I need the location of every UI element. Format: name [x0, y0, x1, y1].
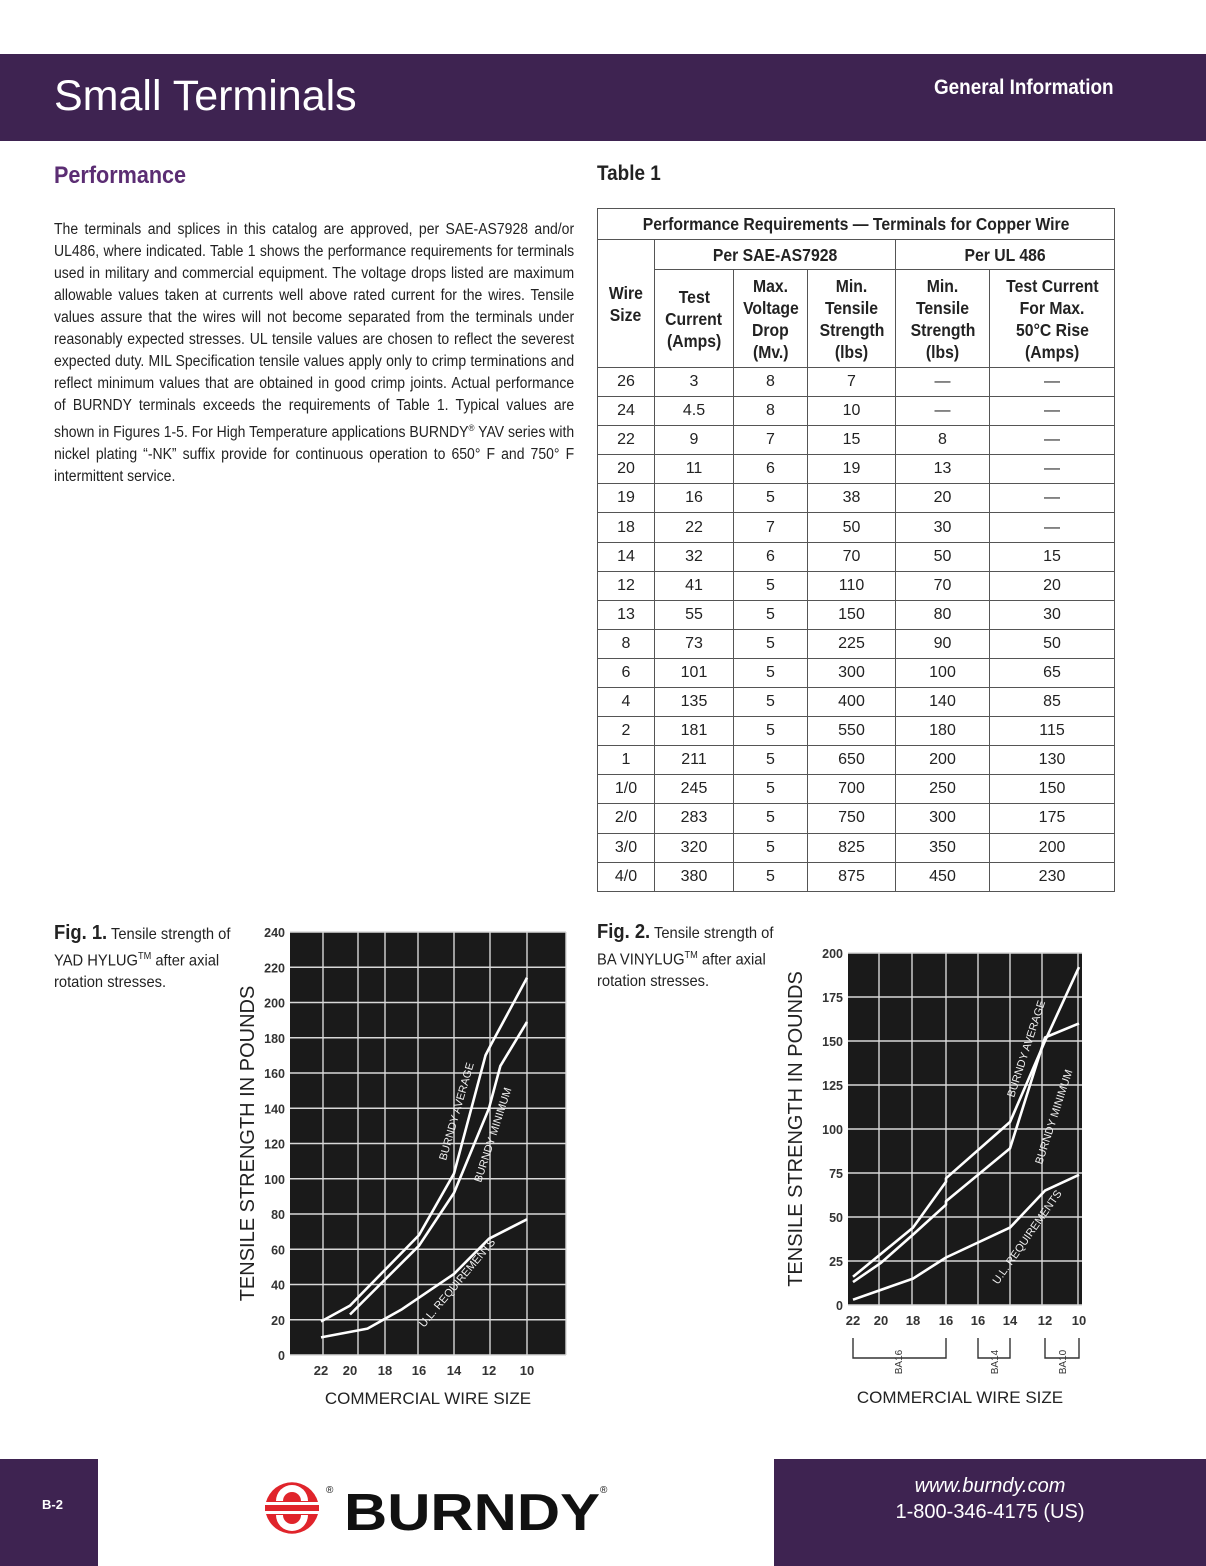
y-tick-label: 120: [264, 1137, 285, 1152]
y-tick-label: 150: [822, 1035, 843, 1049]
table-row: [598, 484, 1115, 513]
table-cell: 80: [896, 600, 990, 629]
table-row: [598, 455, 1115, 484]
fig2-caption-tail: after axial rotation stresses.: [597, 951, 766, 991]
table-cell: 875: [808, 862, 896, 891]
table-cell: 300: [896, 804, 990, 833]
table-cell: 90: [896, 629, 990, 658]
table-row: [598, 368, 1115, 397]
bracket-label: BA16: [894, 1349, 905, 1375]
table-cell: 101: [655, 658, 734, 687]
table-cell: 18: [598, 513, 655, 542]
series-label: BURNDY MINIMUM: [1033, 1068, 1076, 1166]
table-cell: 11: [655, 455, 734, 484]
header-line: Min.: [926, 275, 959, 296]
table-cell: 50: [896, 542, 990, 571]
table-row: [598, 717, 1115, 746]
y-tick-label: 50: [829, 1211, 843, 1225]
table-cell: 65: [990, 658, 1115, 687]
table-cell: 5: [734, 629, 808, 658]
header-line: Voltage: [742, 297, 799, 318]
table-cell: 50: [808, 513, 896, 542]
table-cell: 5: [734, 746, 808, 775]
table-cell: 200: [896, 746, 990, 775]
table-cell: 15: [990, 542, 1115, 571]
phone-number: 1-800-346-4175 (US): [895, 1501, 1085, 1523]
x-tick-label: 16: [970, 1313, 986, 1328]
performance-table: [597, 208, 1115, 892]
table-cell: 200: [990, 833, 1115, 862]
fig1-chart: [228, 918, 578, 1418]
table-cell: 2/0: [598, 804, 655, 833]
col-tensile-sae: [808, 270, 896, 368]
table-cell: 16: [655, 484, 734, 513]
header-line: Strength: [910, 319, 975, 340]
table-cell: 24: [598, 397, 655, 426]
performance-text: [54, 219, 574, 488]
table-cell: 30: [990, 600, 1115, 629]
page-title: Small Terminals: [54, 72, 357, 120]
table-cell: 150: [990, 775, 1115, 804]
table-cell: 30: [896, 513, 990, 542]
col-test-current-ul: [990, 270, 1115, 368]
table-cell: 20: [598, 455, 655, 484]
table-cell: 8: [734, 368, 808, 397]
table-cell: 5: [734, 833, 808, 862]
table-cell: 5: [734, 600, 808, 629]
table-cell: 1: [598, 746, 655, 775]
table-cell: 3: [655, 368, 734, 397]
x-tick-label: 18: [377, 1363, 393, 1378]
table-cell: 400: [808, 688, 896, 717]
footer-left-bar: [0, 1459, 98, 1566]
fig2-caption: [597, 921, 797, 993]
table-cell: 7: [808, 368, 896, 397]
series-label: U.L. REQUIREMENTS: [417, 1236, 499, 1330]
header-line: (lbs): [925, 341, 960, 362]
header-line: Test: [678, 286, 710, 307]
table-cell: 22: [655, 513, 734, 542]
table-cell: 2: [598, 717, 655, 746]
table-cell: 350: [896, 833, 990, 862]
x-tick-label: 10: [519, 1363, 535, 1378]
x-axis-label: COMMERCIAL WIRE SIZE: [856, 1388, 1064, 1407]
burndy-logo[interactable]: [262, 1478, 612, 1538]
group-sae: Per SAE-AS7928: [655, 240, 896, 270]
fig1-caption-text: Tensile strength of YAD HYLUG: [54, 926, 231, 970]
table-row: [598, 629, 1115, 658]
table-row: [598, 688, 1115, 717]
table-cell: 22: [598, 426, 655, 455]
fig1-caption: [54, 922, 254, 994]
table-cell: 8: [598, 629, 655, 658]
table-cell: 115: [990, 717, 1115, 746]
col-voltage-drop: [734, 270, 808, 368]
bracket-label: BA14: [990, 1349, 1001, 1375]
table-row: [598, 775, 1115, 804]
burndy-logo-icon: [265, 1482, 319, 1533]
table-cell: 230: [990, 862, 1115, 891]
series-label: BURNDY MINIMUM: [472, 1086, 515, 1184]
table-cell: 10: [808, 397, 896, 426]
table-cell: 8: [896, 426, 990, 455]
table-cell: 130: [990, 746, 1115, 775]
group-ul: Per UL 486: [896, 240, 1115, 270]
table-cell: 700: [808, 775, 896, 804]
table-cell: 4/0: [598, 862, 655, 891]
x-tick-label: 10: [1071, 1313, 1087, 1328]
table-cell: 5: [734, 658, 808, 687]
table-cell: 26: [598, 368, 655, 397]
header-line: For Max.: [1019, 297, 1085, 318]
table-row: [598, 571, 1115, 600]
y-tick-label: 175: [822, 991, 843, 1005]
x-tick-label: 20: [873, 1313, 889, 1328]
table-cell: 283: [655, 804, 734, 833]
table-cell: 14: [598, 542, 655, 571]
y-tick-label: 0: [278, 1349, 285, 1363]
header-line: Drop: [752, 319, 789, 340]
table-cell: 4: [598, 688, 655, 717]
table-cell: 85: [990, 688, 1115, 717]
logo-registered-mark-2: ®: [600, 1485, 608, 1496]
y-tick-label: 20: [271, 1313, 285, 1328]
y-tick-label: 220: [264, 961, 285, 976]
table-cell: 19: [598, 484, 655, 513]
x-tick-label: 16: [411, 1363, 427, 1378]
table-row: [598, 658, 1115, 687]
y-tick-label: 80: [271, 1208, 285, 1222]
header-line: (Amps): [1024, 341, 1080, 362]
y-axis-label: TENSILE STRENGTH IN POUNDS: [237, 985, 259, 1302]
x-tick-label: 22: [845, 1313, 861, 1328]
x-axis-label: COMMERCIAL WIRE SIZE: [324, 1389, 532, 1408]
table-row: [598, 862, 1115, 891]
table-cell: 450: [896, 862, 990, 891]
table-cell: 38: [808, 484, 896, 513]
y-tick-label: 60: [271, 1243, 285, 1258]
table-cell: 8: [734, 397, 808, 426]
table-cell: 181: [655, 717, 734, 746]
performance-heading: Performance: [54, 162, 187, 189]
table-cell: 15: [808, 426, 896, 455]
table-cell: 110: [808, 571, 896, 600]
section-label: General Information: [934, 76, 1114, 99]
header-line: (Amps): [666, 330, 722, 351]
table-row: [598, 600, 1115, 629]
y-tick-label: 100: [822, 1123, 843, 1137]
table-cell: 73: [655, 629, 734, 658]
table-title: Table 1: [597, 162, 661, 185]
series-label: BURNDY AVERAGE: [1005, 999, 1049, 1099]
y-tick-label: 75: [829, 1167, 843, 1181]
header-line: 50°C Rise: [1015, 319, 1089, 340]
table-cell: 750: [808, 804, 896, 833]
fig2-tm: TM: [684, 950, 698, 961]
table-cell: 6: [598, 658, 655, 687]
header-line: Test Current: [1005, 275, 1099, 296]
table-cell: 211: [655, 746, 734, 775]
table-cell: 6: [734, 455, 808, 484]
header-line: Tensile: [824, 297, 879, 318]
x-tick-label: 16: [938, 1313, 954, 1328]
table-cell: 9: [655, 426, 734, 455]
table-cell: 20: [896, 484, 990, 513]
y-tick-label: 140: [264, 1102, 285, 1117]
y-tick-label: 240: [264, 926, 285, 940]
col-wire-size: [598, 240, 655, 368]
table-cell: 245: [655, 775, 734, 804]
y-tick-label: 180: [264, 1031, 285, 1046]
wire-brackets: [853, 1338, 1079, 1358]
table-cell: 140: [896, 688, 990, 717]
table-cell: 100: [896, 658, 990, 687]
header-line: (lbs): [834, 341, 869, 362]
table-cell: —: [990, 484, 1115, 513]
y-tick-label: 100: [264, 1172, 285, 1187]
table-cell: 50: [990, 629, 1115, 658]
header-line: Tensile: [915, 297, 970, 318]
y-tick-label: 40: [271, 1278, 285, 1293]
website-link[interactable]: www.burndy.com: [914, 1475, 1066, 1497]
table-cell: 70: [808, 542, 896, 571]
series-label: U.L. REQUIREMENTS: [990, 1188, 1065, 1287]
table-cell: 5: [734, 571, 808, 600]
y-tick-label: 125: [822, 1079, 843, 1093]
y-axis-label: TENSILE STRENGTH IN POUNDS: [785, 971, 807, 1287]
table-cell: 550: [808, 717, 896, 746]
table-cell: 180: [896, 717, 990, 746]
table-row: [598, 397, 1115, 426]
x-tick-label: 22: [313, 1363, 329, 1378]
table-cell: 5: [734, 775, 808, 804]
table-row: [598, 426, 1115, 455]
table-cell: 380: [655, 862, 734, 891]
table-cell: 135: [655, 688, 734, 717]
y-tick-label: 200: [264, 996, 285, 1011]
table-cell: 20: [990, 571, 1115, 600]
performance-text-part1: The terminals and splices in this catalog are approved, per SAE-AS7928 and/or UL486, where indicated. Table 1 shows the performance requirements for terminals used in military and commercial equipment. The voltage drops listed are maximum allowable values taken at currents well above rated current for the wires. Tensile values assure that the wires will not become separated from the terminals under reasonably expected stresses. UL tensile values are chosen to reflect the severest expected duty. MIL Specification tensile values apply only to crimp terminations and reflect minimum values that are obtained in good crimp joints. Actual performance of BURNDY terminals exceeds the requirements of Table 1. Typical values are shown in Figures 1-5. For High Temperature applications BURNDY: [54, 221, 575, 442]
table-cell: 7: [734, 426, 808, 455]
table-cell: 70: [896, 571, 990, 600]
table-cell: —: [896, 397, 990, 426]
header-line: (Mv.): [752, 341, 789, 362]
table-cell: 7: [734, 513, 808, 542]
col-tensile-ul: [896, 270, 990, 368]
page-number: B-2: [42, 1497, 63, 1512]
table-cell: —: [990, 426, 1115, 455]
x-tick-label: 20: [342, 1363, 358, 1378]
logo-wordmark: BURNDY: [344, 1484, 600, 1538]
header-line: Size: [610, 304, 642, 325]
table-cell: 150: [808, 600, 896, 629]
table-cell: 4.5: [655, 397, 734, 426]
table-cell: 41: [655, 571, 734, 600]
performance-text-part2: YAV series with nickel plating “-NK” suffix provide for continuous operation to 650° F and 750° F intermittent service.: [54, 424, 575, 486]
table-cell: 3/0: [598, 833, 655, 862]
header-line: Max.: [752, 275, 789, 296]
fig2-caption-text: Tensile strength of BA VINYLUG: [597, 925, 774, 969]
header-line: Wire: [608, 282, 644, 303]
table-cell: 13: [896, 455, 990, 484]
table-row: [598, 833, 1115, 862]
table-cell: 5: [734, 688, 808, 717]
fig1-tm: TM: [137, 951, 152, 962]
table-cell: —: [990, 455, 1115, 484]
registered-mark: ®: [468, 423, 475, 433]
table-cell: 225: [808, 629, 896, 658]
table-cell: 300: [808, 658, 896, 687]
table-cell: 6: [734, 542, 808, 571]
table-cell: 825: [808, 833, 896, 862]
y-tick-label: 160: [264, 1067, 285, 1081]
table-cell: —: [990, 513, 1115, 542]
x-tick-label: 14: [446, 1363, 462, 1378]
table-cell: 5: [734, 862, 808, 891]
table-row: [598, 746, 1115, 775]
table-cell: 55: [655, 600, 734, 629]
table-cell: 320: [655, 833, 734, 862]
col-test-current: [655, 270, 734, 368]
table-cell: —: [896, 368, 990, 397]
table-cell: 13: [598, 600, 655, 629]
fig1-label: Fig. 1.: [54, 922, 108, 944]
x-tick-label: 14: [1002, 1313, 1018, 1328]
table-cell: 175: [990, 804, 1115, 833]
table-row: [598, 804, 1115, 833]
header-line: Current: [665, 308, 723, 329]
x-tick-label: 12: [481, 1363, 497, 1378]
series-label: BURNDY AVERAGE: [437, 1061, 477, 1162]
table-cell: 5: [734, 484, 808, 513]
table-cell: 12: [598, 571, 655, 600]
table-cell: —: [990, 368, 1115, 397]
table-cell: 1/0: [598, 775, 655, 804]
table-cell: 5: [734, 717, 808, 746]
table-cell: 5: [734, 804, 808, 833]
x-tick-label: 18: [905, 1313, 921, 1328]
fig2-chart: [778, 940, 1108, 1420]
y-tick-label: 200: [822, 947, 843, 961]
header-line: Strength: [819, 319, 884, 340]
table-caption: Performance Requirements — Terminals for Copper Wire: [598, 209, 1115, 240]
table-row: [598, 542, 1115, 571]
table-row: [598, 513, 1115, 542]
y-tick-label: 0: [836, 1299, 843, 1313]
fig1-caption-tail: after axial rotation stresses.: [54, 952, 220, 992]
table-cell: 19: [808, 455, 896, 484]
table-cell: 250: [896, 775, 990, 804]
y-tick-label: 25: [829, 1255, 843, 1269]
table-cell: 32: [655, 542, 734, 571]
header-line: Min.: [835, 275, 868, 296]
table-cell: 650: [808, 746, 896, 775]
x-tick-label: 12: [1037, 1313, 1053, 1328]
bracket-label: BA10: [1058, 1349, 1069, 1375]
logo-registered-mark: ®: [326, 1485, 334, 1496]
table-cell: —: [990, 397, 1115, 426]
fig2-label: Fig. 2.: [597, 921, 651, 943]
